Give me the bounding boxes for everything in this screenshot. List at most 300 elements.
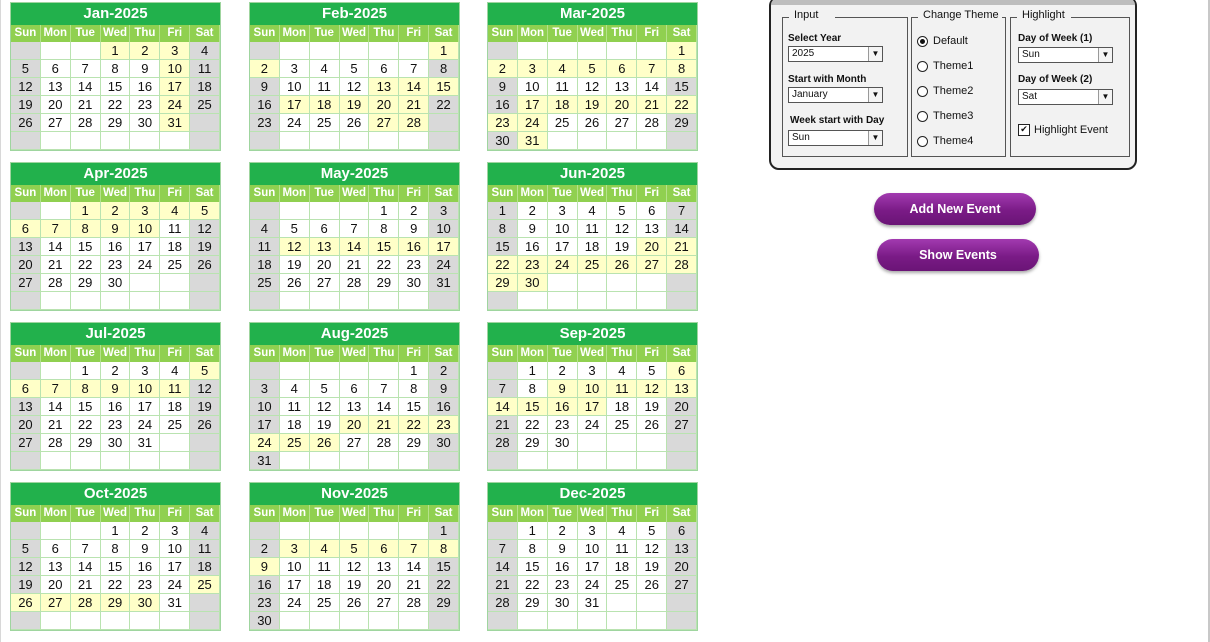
day-cell[interactable]: 19 [11, 96, 41, 114]
day-cell[interactable]: 9 [518, 220, 548, 238]
empty-day-cell[interactable] [607, 434, 637, 452]
empty-day-cell[interactable] [41, 292, 71, 310]
day-cell[interactable]: 20 [41, 576, 71, 594]
empty-day-cell[interactable] [280, 292, 310, 310]
day-cell[interactable]: 21 [488, 416, 518, 434]
empty-day-cell[interactable] [578, 434, 608, 452]
day-cell[interactable]: 24 [250, 434, 280, 452]
day-cell[interactable]: 13 [369, 78, 399, 96]
day-cell[interactable]: 31 [160, 594, 190, 612]
day-cell[interactable]: 23 [250, 594, 280, 612]
day-cell[interactable]: 23 [548, 576, 578, 594]
day-cell[interactable]: 21 [340, 256, 370, 274]
day-cell[interactable]: 21 [399, 96, 429, 114]
day-cell[interactable]: 16 [130, 78, 160, 96]
day-cell[interactable]: 9 [548, 380, 578, 398]
day-cell[interactable]: 11 [190, 540, 220, 558]
day-cell[interactable]: 2 [130, 42, 160, 60]
day-cell[interactable]: 11 [548, 78, 578, 96]
day-cell[interactable]: 20 [607, 96, 637, 114]
day-cell[interactable]: 17 [130, 238, 160, 256]
day-cell[interactable]: 14 [41, 238, 71, 256]
day-cell[interactable]: 9 [130, 60, 160, 78]
day-cell[interactable]: 27 [310, 274, 340, 292]
day-cell[interactable]: 8 [667, 60, 697, 78]
day-cell[interactable]: 19 [340, 96, 370, 114]
day-cell[interactable]: 30 [518, 274, 548, 292]
day-cell[interactable]: 16 [518, 238, 548, 256]
day-cell[interactable]: 21 [71, 576, 101, 594]
day-cell[interactable]: 28 [71, 594, 101, 612]
empty-day-cell[interactable] [667, 274, 697, 292]
day-cell[interactable]: 14 [41, 398, 71, 416]
day-cell[interactable]: 20 [11, 416, 41, 434]
day-cell[interactable]: 23 [250, 114, 280, 132]
day-cell[interactable]: 3 [160, 42, 190, 60]
day-cell[interactable]: 2 [548, 362, 578, 380]
empty-day-cell[interactable] [667, 434, 697, 452]
empty-day-cell[interactable] [41, 522, 71, 540]
day-cell[interactable]: 17 [280, 96, 310, 114]
day-cell[interactable]: 28 [71, 114, 101, 132]
day-cell[interactable]: 10 [160, 60, 190, 78]
empty-day-cell[interactable] [11, 522, 41, 540]
day-cell[interactable]: 19 [637, 398, 667, 416]
empty-day-cell[interactable] [607, 594, 637, 612]
day-cell[interactable]: 7 [399, 540, 429, 558]
day-cell[interactable]: 29 [71, 274, 101, 292]
day-cell[interactable]: 12 [340, 78, 370, 96]
day-cell[interactable]: 6 [667, 362, 697, 380]
day-cell[interactable]: 17 [548, 238, 578, 256]
empty-day-cell[interactable] [190, 434, 220, 452]
empty-day-cell[interactable] [190, 114, 220, 132]
day-cell[interactable]: 3 [518, 60, 548, 78]
day-cell[interactable]: 1 [429, 522, 459, 540]
day-cell[interactable]: 1 [101, 522, 131, 540]
day-cell[interactable]: 25 [190, 96, 220, 114]
day-cell[interactable]: 22 [71, 256, 101, 274]
day-cell[interactable]: 28 [488, 434, 518, 452]
day-cell[interactable]: 26 [11, 594, 41, 612]
empty-day-cell[interactable] [637, 612, 667, 630]
empty-day-cell[interactable] [310, 42, 340, 60]
day-cell[interactable]: 25 [280, 434, 310, 452]
day-cell[interactable]: 29 [101, 114, 131, 132]
day-cell[interactable]: 5 [190, 202, 220, 220]
day-cell[interactable]: 4 [190, 522, 220, 540]
day-cell[interactable]: 10 [578, 540, 608, 558]
day-cell[interactable]: 17 [160, 78, 190, 96]
day-cell[interactable]: 6 [310, 220, 340, 238]
empty-day-cell[interactable] [548, 132, 578, 150]
day-cell[interactable]: 19 [190, 398, 220, 416]
day-cell[interactable]: 7 [340, 220, 370, 238]
empty-day-cell[interactable] [340, 42, 370, 60]
day-cell[interactable]: 7 [667, 202, 697, 220]
select-year-dropdown[interactable]: 2025 ▼ [788, 46, 883, 62]
empty-day-cell[interactable] [637, 132, 667, 150]
day-cell[interactable]: 5 [607, 202, 637, 220]
empty-day-cell[interactable] [190, 274, 220, 292]
empty-day-cell[interactable] [310, 292, 340, 310]
empty-day-cell[interactable] [607, 292, 637, 310]
empty-day-cell[interactable] [369, 522, 399, 540]
day-cell[interactable]: 26 [637, 416, 667, 434]
empty-day-cell[interactable] [71, 132, 101, 150]
empty-day-cell[interactable] [518, 292, 548, 310]
day-cell[interactable]: 28 [369, 434, 399, 452]
empty-day-cell[interactable] [280, 42, 310, 60]
day-cell[interactable]: 15 [71, 238, 101, 256]
day-cell[interactable]: 22 [101, 576, 131, 594]
day-cell[interactable]: 16 [101, 238, 131, 256]
day-cell[interactable]: 4 [578, 202, 608, 220]
empty-day-cell[interactable] [310, 362, 340, 380]
highlight-event-checkbox[interactable]: ✔ Highlight Event [1018, 124, 1108, 136]
day-cell[interactable]: 18 [310, 96, 340, 114]
day-cell[interactable]: 26 [11, 114, 41, 132]
day-cell[interactable]: 29 [429, 594, 459, 612]
day-cell[interactable]: 3 [578, 362, 608, 380]
empty-day-cell[interactable] [41, 362, 71, 380]
day-cell[interactable]: 7 [488, 380, 518, 398]
day-cell[interactable]: 27 [667, 416, 697, 434]
empty-day-cell[interactable] [518, 452, 548, 470]
day-cell[interactable]: 21 [637, 96, 667, 114]
day-cell[interactable]: 14 [369, 398, 399, 416]
day-cell[interactable]: 8 [101, 540, 131, 558]
empty-day-cell[interactable] [340, 522, 370, 540]
day-cell[interactable]: 14 [399, 78, 429, 96]
day-cell[interactable]: 23 [101, 256, 131, 274]
day-cell[interactable]: 8 [71, 220, 101, 238]
empty-day-cell[interactable] [280, 202, 310, 220]
theme-radio-default[interactable]: Default [917, 34, 968, 48]
empty-day-cell[interactable] [310, 522, 340, 540]
day-cell[interactable]: 27 [369, 594, 399, 612]
day-cell[interactable]: 10 [518, 78, 548, 96]
day-cell[interactable]: 2 [101, 362, 131, 380]
day-cell[interactable]: 12 [190, 380, 220, 398]
day-of-week-1-dropdown[interactable]: Sun ▼ [1018, 47, 1113, 63]
day-cell[interactable]: 31 [250, 452, 280, 470]
day-cell[interactable]: 4 [310, 540, 340, 558]
day-cell[interactable]: 31 [429, 274, 459, 292]
day-cell[interactable]: 10 [130, 380, 160, 398]
empty-day-cell[interactable] [41, 202, 71, 220]
day-cell[interactable]: 10 [280, 558, 310, 576]
day-cell[interactable]: 16 [429, 398, 459, 416]
empty-day-cell[interactable] [369, 362, 399, 380]
day-cell[interactable]: 4 [160, 362, 190, 380]
day-cell[interactable]: 19 [607, 238, 637, 256]
day-cell[interactable]: 13 [11, 238, 41, 256]
day-cell[interactable]: 4 [310, 60, 340, 78]
day-cell[interactable]: 5 [280, 220, 310, 238]
day-cell[interactable]: 6 [11, 380, 41, 398]
day-cell[interactable]: 29 [518, 594, 548, 612]
empty-day-cell[interactable] [41, 132, 71, 150]
day-cell[interactable]: 10 [548, 220, 578, 238]
day-cell[interactable]: 3 [280, 60, 310, 78]
empty-day-cell[interactable] [369, 132, 399, 150]
empty-day-cell[interactable] [250, 202, 280, 220]
day-cell[interactable]: 9 [548, 540, 578, 558]
empty-day-cell[interactable] [399, 132, 429, 150]
empty-day-cell[interactable] [101, 132, 131, 150]
day-cell[interactable]: 10 [280, 78, 310, 96]
day-cell[interactable]: 1 [101, 42, 131, 60]
empty-day-cell[interactable] [11, 362, 41, 380]
empty-day-cell[interactable] [11, 612, 41, 630]
day-cell[interactable]: 4 [280, 380, 310, 398]
day-cell[interactable]: 19 [190, 238, 220, 256]
day-cell[interactable]: 10 [429, 220, 459, 238]
empty-day-cell[interactable] [548, 274, 578, 292]
day-cell[interactable]: 28 [667, 256, 697, 274]
day-cell[interactable]: 11 [160, 220, 190, 238]
day-cell[interactable]: 3 [130, 362, 160, 380]
day-cell[interactable]: 15 [101, 558, 131, 576]
day-cell[interactable]: 8 [101, 60, 131, 78]
day-cell[interactable]: 1 [518, 362, 548, 380]
day-cell[interactable]: 7 [369, 380, 399, 398]
day-cell[interactable]: 21 [667, 238, 697, 256]
day-cell[interactable]: 18 [607, 558, 637, 576]
empty-day-cell[interactable] [11, 202, 41, 220]
day-cell[interactable]: 4 [607, 522, 637, 540]
empty-day-cell[interactable] [518, 612, 548, 630]
day-cell[interactable]: 26 [280, 274, 310, 292]
empty-day-cell[interactable] [369, 42, 399, 60]
empty-day-cell[interactable] [340, 452, 370, 470]
empty-day-cell[interactable] [71, 452, 101, 470]
empty-day-cell[interactable] [310, 452, 340, 470]
day-cell[interactable]: 14 [71, 78, 101, 96]
day-cell[interactable]: 13 [369, 558, 399, 576]
empty-day-cell[interactable] [250, 42, 280, 60]
day-cell[interactable]: 27 [41, 114, 71, 132]
week-start-dropdown[interactable]: Sun ▼ [788, 130, 883, 146]
day-cell[interactable]: 3 [280, 540, 310, 558]
day-cell[interactable]: 15 [399, 398, 429, 416]
day-cell[interactable]: 21 [488, 576, 518, 594]
day-cell[interactable]: 20 [667, 558, 697, 576]
day-cell[interactable]: 14 [488, 398, 518, 416]
day-cell[interactable]: 5 [310, 380, 340, 398]
day-cell[interactable]: 12 [190, 220, 220, 238]
empty-day-cell[interactable] [429, 132, 459, 150]
day-cell[interactable]: 15 [429, 558, 459, 576]
day-cell[interactable]: 27 [369, 114, 399, 132]
empty-day-cell[interactable] [399, 292, 429, 310]
day-cell[interactable]: 28 [340, 274, 370, 292]
day-cell[interactable]: 30 [101, 434, 131, 452]
empty-day-cell[interactable] [548, 612, 578, 630]
day-cell[interactable]: 12 [310, 398, 340, 416]
day-cell[interactable]: 30 [130, 114, 160, 132]
empty-day-cell[interactable] [637, 292, 667, 310]
day-cell[interactable]: 11 [578, 220, 608, 238]
day-cell[interactable]: 28 [637, 114, 667, 132]
empty-day-cell[interactable] [488, 42, 518, 60]
day-cell[interactable]: 27 [667, 576, 697, 594]
day-cell[interactable]: 29 [399, 434, 429, 452]
empty-day-cell[interactable] [607, 612, 637, 630]
day-cell[interactable]: 17 [578, 398, 608, 416]
empty-day-cell[interactable] [101, 452, 131, 470]
day-cell[interactable]: 31 [518, 132, 548, 150]
day-cell[interactable]: 12 [637, 380, 667, 398]
day-cell[interactable]: 26 [340, 594, 370, 612]
day-cell[interactable]: 1 [71, 362, 101, 380]
day-cell[interactable]: 8 [369, 220, 399, 238]
day-cell[interactable]: 20 [637, 238, 667, 256]
empty-day-cell[interactable] [130, 292, 160, 310]
day-cell[interactable]: 19 [637, 558, 667, 576]
day-cell[interactable]: 24 [429, 256, 459, 274]
empty-day-cell[interactable] [548, 292, 578, 310]
theme-radio-theme1[interactable]: Theme1 [917, 59, 973, 73]
day-cell[interactable]: 13 [310, 238, 340, 256]
empty-day-cell[interactable] [637, 452, 667, 470]
day-of-week-2-dropdown[interactable]: Sat ▼ [1018, 89, 1113, 105]
empty-day-cell[interactable] [280, 452, 310, 470]
day-cell[interactable]: 15 [667, 78, 697, 96]
day-cell[interactable]: 18 [190, 78, 220, 96]
empty-day-cell[interactable] [607, 452, 637, 470]
day-cell[interactable]: 12 [607, 220, 637, 238]
day-cell[interactable]: 2 [429, 362, 459, 380]
day-cell[interactable]: 27 [637, 256, 667, 274]
day-cell[interactable]: 22 [518, 576, 548, 594]
day-cell[interactable]: 22 [429, 576, 459, 594]
day-cell[interactable]: 13 [11, 398, 41, 416]
day-cell[interactable]: 6 [667, 522, 697, 540]
day-cell[interactable]: 2 [101, 202, 131, 220]
day-cell[interactable]: 24 [578, 576, 608, 594]
day-cell[interactable]: 25 [310, 594, 340, 612]
day-cell[interactable]: 14 [637, 78, 667, 96]
day-cell[interactable]: 9 [101, 220, 131, 238]
day-cell[interactable]: 20 [11, 256, 41, 274]
empty-day-cell[interactable] [250, 522, 280, 540]
day-cell[interactable]: 2 [250, 60, 280, 78]
day-cell[interactable]: 28 [41, 274, 71, 292]
day-cell[interactable]: 25 [607, 416, 637, 434]
empty-day-cell[interactable] [637, 594, 667, 612]
day-cell[interactable]: 7 [71, 540, 101, 558]
empty-day-cell[interactable] [101, 612, 131, 630]
day-cell[interactable]: 15 [488, 238, 518, 256]
day-cell[interactable]: 16 [548, 558, 578, 576]
day-cell[interactable]: 13 [637, 220, 667, 238]
empty-day-cell[interactable] [607, 274, 637, 292]
day-cell[interactable]: 27 [11, 274, 41, 292]
day-cell[interactable]: 8 [518, 380, 548, 398]
empty-day-cell[interactable] [578, 274, 608, 292]
day-cell[interactable]: 29 [71, 434, 101, 452]
empty-day-cell[interactable] [578, 42, 608, 60]
day-cell[interactable]: 22 [429, 96, 459, 114]
day-cell[interactable]: 21 [369, 416, 399, 434]
day-cell[interactable]: 26 [190, 416, 220, 434]
show-events-button[interactable]: Show Events [877, 239, 1039, 271]
day-cell[interactable]: 20 [340, 416, 370, 434]
empty-day-cell[interactable] [488, 612, 518, 630]
empty-day-cell[interactable] [429, 452, 459, 470]
empty-day-cell[interactable] [41, 612, 71, 630]
day-cell[interactable]: 25 [160, 256, 190, 274]
empty-day-cell[interactable] [637, 434, 667, 452]
day-cell[interactable]: 2 [488, 60, 518, 78]
day-cell[interactable]: 13 [667, 380, 697, 398]
day-cell[interactable]: 24 [280, 594, 310, 612]
empty-day-cell[interactable] [399, 452, 429, 470]
day-cell[interactable]: 30 [399, 274, 429, 292]
day-cell[interactable]: 14 [340, 238, 370, 256]
day-cell[interactable]: 20 [41, 96, 71, 114]
theme-radio-theme3[interactable]: Theme3 [917, 109, 973, 123]
day-cell[interactable]: 20 [310, 256, 340, 274]
day-cell[interactable]: 30 [429, 434, 459, 452]
day-cell[interactable]: 9 [399, 220, 429, 238]
day-cell[interactable]: 4 [548, 60, 578, 78]
empty-day-cell[interactable] [160, 452, 190, 470]
empty-day-cell[interactable] [607, 132, 637, 150]
empty-day-cell[interactable] [190, 452, 220, 470]
day-cell[interactable]: 23 [130, 576, 160, 594]
empty-day-cell[interactable] [130, 452, 160, 470]
day-cell[interactable]: 13 [340, 398, 370, 416]
empty-day-cell[interactable] [667, 594, 697, 612]
day-cell[interactable]: 30 [488, 132, 518, 150]
day-cell[interactable]: 12 [578, 78, 608, 96]
day-cell[interactable]: 3 [130, 202, 160, 220]
empty-day-cell[interactable] [429, 114, 459, 132]
day-cell[interactable]: 8 [429, 60, 459, 78]
day-cell[interactable]: 10 [130, 220, 160, 238]
empty-day-cell[interactable] [280, 362, 310, 380]
day-cell[interactable]: 27 [607, 114, 637, 132]
empty-day-cell[interactable] [518, 42, 548, 60]
empty-day-cell[interactable] [429, 292, 459, 310]
day-cell[interactable]: 28 [41, 434, 71, 452]
empty-day-cell[interactable] [71, 292, 101, 310]
day-cell[interactable]: 22 [399, 416, 429, 434]
day-cell[interactable]: 20 [667, 398, 697, 416]
empty-day-cell[interactable] [488, 292, 518, 310]
day-cell[interactable]: 3 [578, 522, 608, 540]
day-cell[interactable]: 6 [607, 60, 637, 78]
day-cell[interactable]: 26 [310, 434, 340, 452]
day-cell[interactable]: 11 [190, 60, 220, 78]
empty-day-cell[interactable] [130, 274, 160, 292]
day-cell[interactable]: 22 [518, 416, 548, 434]
day-cell[interactable]: 27 [41, 594, 71, 612]
empty-day-cell[interactable] [667, 612, 697, 630]
day-cell[interactable]: 23 [518, 256, 548, 274]
day-cell[interactable]: 8 [429, 540, 459, 558]
add-new-event-button[interactable]: Add New Event [874, 193, 1036, 225]
day-cell[interactable]: 6 [11, 220, 41, 238]
empty-day-cell[interactable] [340, 292, 370, 310]
day-cell[interactable]: 6 [340, 380, 370, 398]
empty-day-cell[interactable] [578, 612, 608, 630]
theme-radio-theme4[interactable]: Theme4 [917, 134, 973, 148]
day-cell[interactable]: 21 [399, 576, 429, 594]
